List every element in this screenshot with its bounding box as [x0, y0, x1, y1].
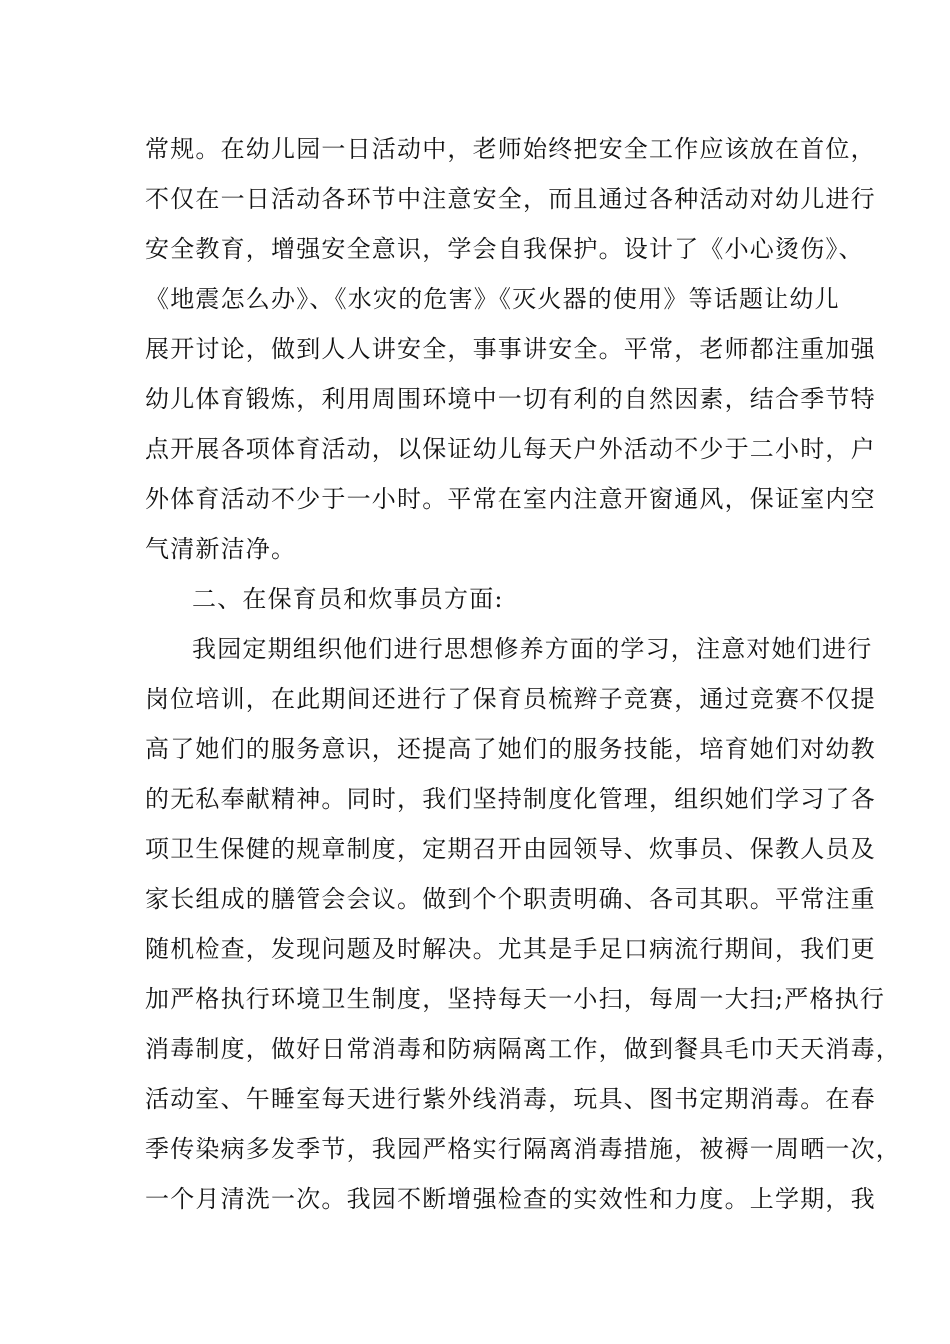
text-line: 加严格执行环境卫生制度，坚持每天一小扫，每周一大扫;严格执行: [145, 985, 886, 1013]
text-line: 点开展各项体育活动，以保证幼儿每天户外活动不少于二小时，户: [145, 435, 876, 463]
section-heading: 二、在保育员和炊事员方面:: [192, 585, 504, 613]
text-line: 《地震怎么办》、《水灾的危害》《灭火器的使用》等话题让幼儿: [145, 285, 840, 313]
text-line: 气清新洁净。: [145, 535, 297, 563]
text-line: 安全教育，增强安全意识，学会自我保护。设计了《小心烫伤》、: [145, 235, 864, 263]
text-line: 幼儿体育锻炼，利用周围环境中一切有利的自然因素，结合季节特: [145, 385, 876, 413]
text-line: 展开讨论，做到人人讲安全，事事讲安全。平常，老师都注重加强: [145, 335, 876, 363]
text-line: 的无私奉献精神。同时，我们坚持制度化管理，组织她们学习了各: [145, 785, 876, 813]
text-line: 消毒制度，做好日常消毒和防病隔离工作，做到餐具毛巾天天消毒，: [145, 1035, 901, 1063]
text-line: 随机检查，发现问题及时解决。尤其是手足口病流行期间，我们更: [145, 935, 876, 963]
text-line: 季传染病多发季节，我园严格实行隔离消毒措施，被褥一周晒一次，: [145, 1135, 901, 1163]
text-line: 活动室、午睡室每天进行紫外线消毒，玩具、图书定期消毒。在春: [145, 1085, 876, 1113]
text-line: 常规。在幼儿园一日活动中，老师始终把安全工作应该放在首位，: [145, 135, 876, 163]
text-line: 我园定期组织他们进行思想修养方面的学习，注意对她们进行: [192, 635, 873, 663]
text-line: 家长组成的膳管会会议。做到个个职责明确、各司其职。平常注重: [145, 885, 876, 913]
text-line: 项卫生保健的规章制度，定期召开由园领导、炊事员、保教人员及: [145, 835, 876, 863]
text-line: 高了她们的服务意识，还提高了她们的服务技能，培育她们对幼教: [145, 735, 876, 763]
text-line: 外体育活动不少于一小时。平常在室内注意开窗通风，保证室内空: [145, 485, 876, 513]
text-line: 一个月清洗一次。我园不断增强检查的实效性和力度。上学期，我: [145, 1185, 876, 1213]
text-line: 岗位培训，在此期间还进行了保育员梳辫子竞赛，通过竞赛不仅提: [145, 685, 876, 713]
text-line: 不仅在一日活动各环节中注意安全，而且通过各种活动对幼儿进行: [145, 185, 876, 213]
